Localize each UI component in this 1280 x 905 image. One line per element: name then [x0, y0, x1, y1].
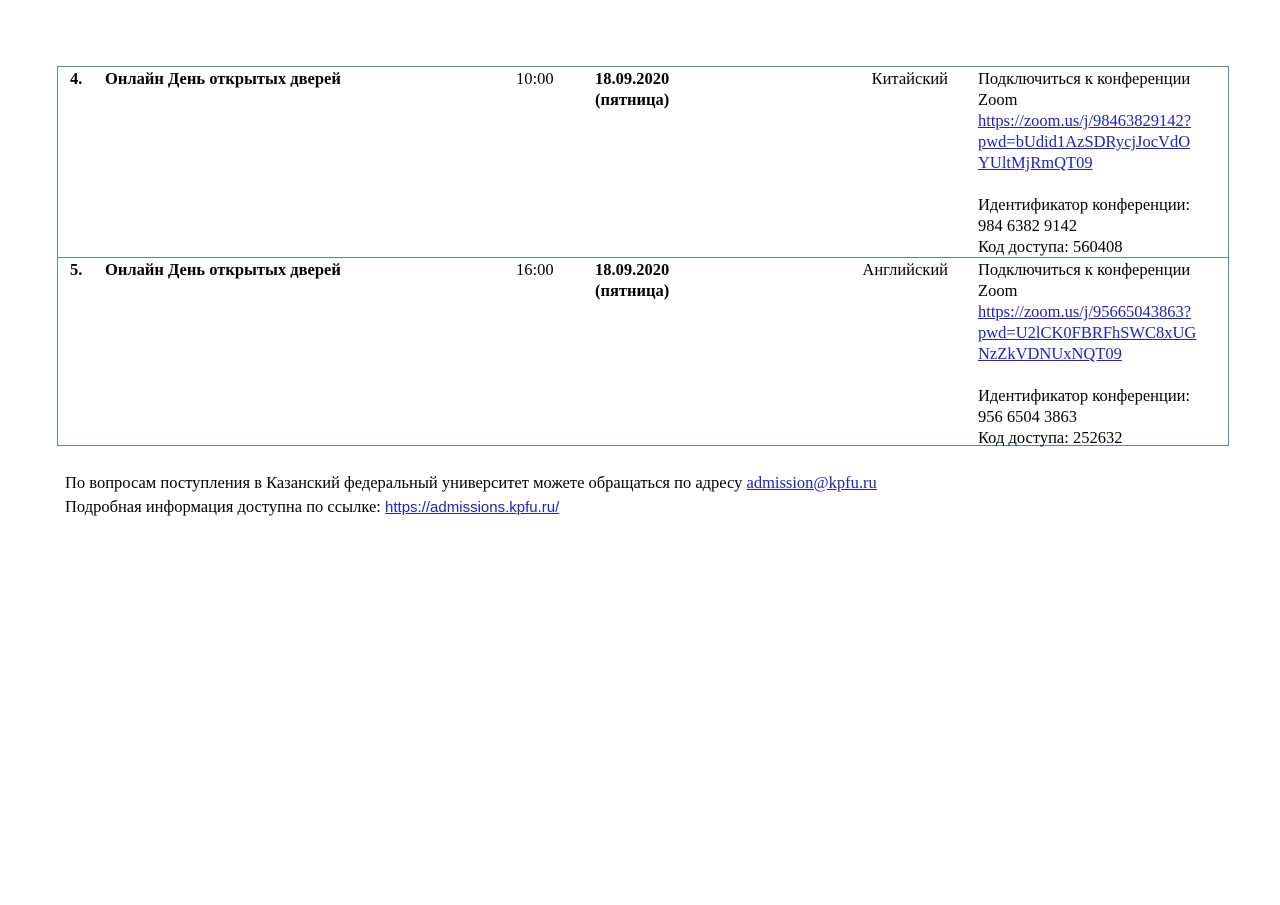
access-code: Код доступа: 252632 — [978, 428, 1123, 447]
admission-contact-line — [65, 471, 877, 495]
zoom-link-part[interactable]: NzZkVDNUxNQT09 — [978, 344, 1122, 363]
event-number: 4. — [70, 69, 83, 88]
zoom-link-part[interactable]: https://zoom.us/j/95665043863? — [978, 302, 1192, 321]
more-info-line — [65, 495, 877, 520]
conference-id-label: Идентификатор конференции: — [978, 386, 1191, 405]
table-row — [58, 67, 1228, 257]
event-title: Онлайн День открытых дверей — [105, 260, 341, 279]
more-info-text: Подробная информация доступна по ссылке: — [65, 497, 386, 516]
conference-id-value: 984 6382 9142 — [978, 216, 1077, 235]
access-code: Код доступа: 560408 — [978, 237, 1123, 256]
event-time: 10:00 — [516, 69, 554, 88]
event-number: 5. — [70, 260, 83, 279]
zoom-link-part[interactable]: YUltMjRmQT09 — [978, 153, 1093, 172]
connect-platform: Zoom — [978, 281, 1018, 300]
contact-footer — [65, 471, 877, 520]
event-date — [595, 68, 669, 110]
events-table — [57, 66, 1229, 446]
event-title: Онлайн День открытых дверей — [105, 69, 341, 88]
table-row — [58, 257, 1228, 447]
admissions-site-link[interactable]: https://admissions.kpfu.ru/ — [385, 499, 560, 516]
connect-text: Подключиться к конференции — [978, 69, 1191, 88]
event-weekday: (пятница) — [595, 90, 670, 109]
event-weekday: (пятница) — [595, 281, 670, 300]
event-date-value: 18.09.2020 — [595, 69, 670, 88]
event-time: 16:00 — [516, 260, 554, 279]
zoom-link-part[interactable]: pwd=U2lCK0FBRFhSWC8xUG — [978, 323, 1197, 342]
admission-email-link[interactable]: admission@kpfu.ru — [746, 473, 877, 492]
connect-platform: Zoom — [978, 90, 1018, 109]
event-language: Китайский — [871, 69, 948, 88]
admission-contact-text: По вопросам поступления в Казанский федеральный университет можете обращаться по адресу — [65, 473, 747, 492]
zoom-link[interactable] — [978, 110, 1228, 173]
event-connection-info — [978, 68, 1228, 257]
conference-id-value: 956 6504 3863 — [978, 407, 1077, 426]
connect-text: Подключиться к конференции — [978, 260, 1191, 279]
event-date-value: 18.09.2020 — [595, 260, 670, 279]
zoom-link-part[interactable]: pwd=bUdid1AzSDRycjJocVdO — [978, 132, 1191, 151]
conference-id-label: Идентификатор конференции: — [978, 195, 1191, 214]
event-language: Английский — [862, 260, 948, 279]
zoom-link-part[interactable]: https://zoom.us/j/98463829142? — [978, 111, 1192, 130]
zoom-link[interactable] — [978, 301, 1228, 364]
event-date — [595, 259, 669, 301]
event-connection-info — [978, 259, 1228, 448]
